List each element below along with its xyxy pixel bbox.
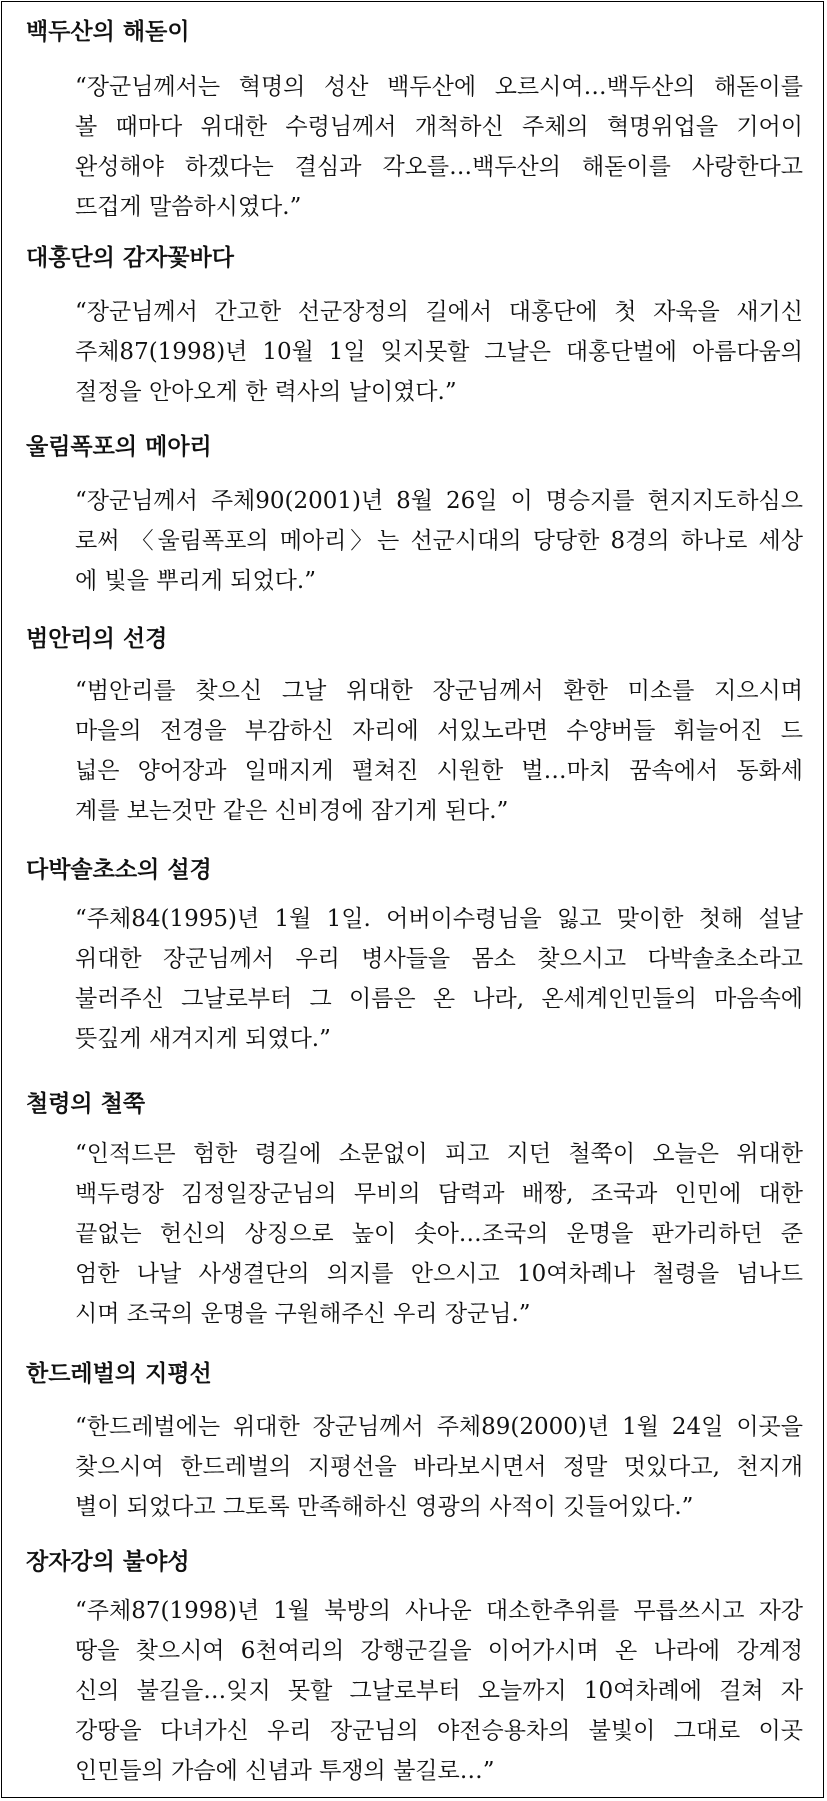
section-quote [75, 292, 803, 412]
section-quote [75, 1591, 803, 1791]
section-quote [75, 899, 803, 1059]
quote-line: 불러주신 그날로부터 그 이름은 온 나라, 온세계인민들의 마음속에 [75, 986, 803, 1012]
quote-line: 뜻깊게 새겨지게 되였다.” [75, 1026, 331, 1052]
quote-line: 인민들의 가슴에 신념과 투쟁의 불길로…” [75, 1758, 495, 1784]
section-title: 백두산의 해돋이 [26, 19, 190, 45]
section-title: 울림폭포의 메아리 [26, 434, 212, 460]
quote-line: 완성해야 하겠다는 결심과 각오를…백두산의 해돋이를 사랑한다고 [75, 154, 803, 180]
quote-line: “장군님께서 간고한 선군장정의 길에서 대홍단에 첫 자욱을 새기신 [75, 299, 803, 325]
quote-line: 에 빛을 뿌리게 되었다.” [75, 568, 316, 594]
document-frame [1, 1, 824, 1798]
quote-line: 마을의 전경을 부감하신 자리에 서있노라면 수양버들 휘늘어진 드 [75, 718, 803, 744]
quote-line: 주체87(1998)년 10월 1일 잊지못할 그날은 대홍단벌에 아름다움의 [75, 339, 803, 365]
section-quote [75, 67, 803, 227]
section-title: 장자강의 불야성 [26, 1549, 190, 1575]
quote-line: “주체87(1998)년 1월 북방의 사나운 대소한추위를 무릅쓰시고 자강 [75, 1598, 803, 1624]
quote-line: “주체84(1995)년 1월 1일. 어버이수령님을 잃고 맞이한 첫해 설날 [75, 906, 803, 932]
quote-line: 뜨겁게 말씀하시였다.” [75, 194, 302, 220]
section-title: 철령의 철쭉 [26, 1091, 146, 1117]
quote-line: 강땅을 다녀가신 우리 장군님의 야전승용차의 불빛이 그대로 이곳 [75, 1718, 803, 1744]
quote-line: 백두령장 김정일장군님의 무비의 담력과 배짱, 조국과 인민에 대한 [75, 1181, 803, 1207]
quote-line: 찾으시여 한드레벌의 지평선을 바라보시면서 정말 멋있다고, 천지개 [75, 1454, 803, 1480]
quote-line: 끝없는 헌신의 상징으로 높이 솟아…조국의 운명을 판가리하던 준 [75, 1221, 803, 1247]
section-title: 다박솔초소의 설경 [26, 857, 212, 883]
section-quote [75, 481, 803, 601]
quote-line: 절정을 안아오게 한 력사의 날이였다.” [75, 379, 457, 405]
section-title: 범안리의 선경 [26, 626, 168, 652]
quote-line: 별이 되었다고 그토록 만족해하신 영광의 사적이 깃들어있다.” [75, 1494, 694, 1520]
quote-line: 넓은 양어장과 일매지게 펼쳐진 시원한 벌…마치 꿈속에서 동화세 [75, 758, 803, 784]
quote-line: 위대한 장군님께서 우리 병사들을 몸소 찾으시고 다박솔초소라고 [75, 946, 803, 972]
quote-line: “장군님께서 주체90(2001)년 8월 26일 이 명승지를 현지지도하심으 [75, 488, 803, 514]
quote-line: 로써 〈울림폭포의 메아리〉는 선군시대의 당당한 8경의 하나로 세상 [75, 528, 803, 554]
section-quote [75, 671, 803, 831]
quote-line: “한드레벌에는 위대한 장군님께서 주체89(2000)년 1월 24일 이곳을 [75, 1414, 803, 1440]
section-quote [75, 1407, 803, 1527]
quote-line: 볼 때마다 위대한 수령님께서 개척하신 주체의 혁명위업을 기어이 [75, 114, 803, 140]
section-title: 대홍단의 감자꽃바다 [26, 245, 234, 271]
section-title: 한드레벌의 지평선 [26, 1361, 212, 1387]
quote-line: “장군님께서는 혁명의 성산 백두산에 오르시여…백두산의 해돋이를 [75, 74, 803, 100]
quote-line: 엄한 나날 사생결단의 의지를 안으시고 10여차례나 철령을 넘나드 [75, 1261, 803, 1287]
section-quote [75, 1134, 803, 1334]
quote-line: “인적드믄 험한 령길에 소문없이 피고 지던 철쭉이 오늘은 위대한 [75, 1141, 803, 1167]
quote-line: “범안리를 찾으신 그날 위대한 장군님께서 환한 미소를 지으시며 [75, 678, 803, 704]
quote-line: 계를 보는것만 같은 신비경에 잠기게 된다.” [75, 798, 509, 824]
quote-line: 신의 불길을…잊지 못할 그날로부터 오늘까지 10여차례에 걸쳐 자 [75, 1678, 803, 1704]
quote-line: 땅을 찾으시여 6천여리의 강행군길을 이어가시며 온 나라에 강계정 [75, 1638, 803, 1664]
quote-line: 시며 조국의 운명을 구원해주신 우리 장군님.” [75, 1301, 531, 1327]
